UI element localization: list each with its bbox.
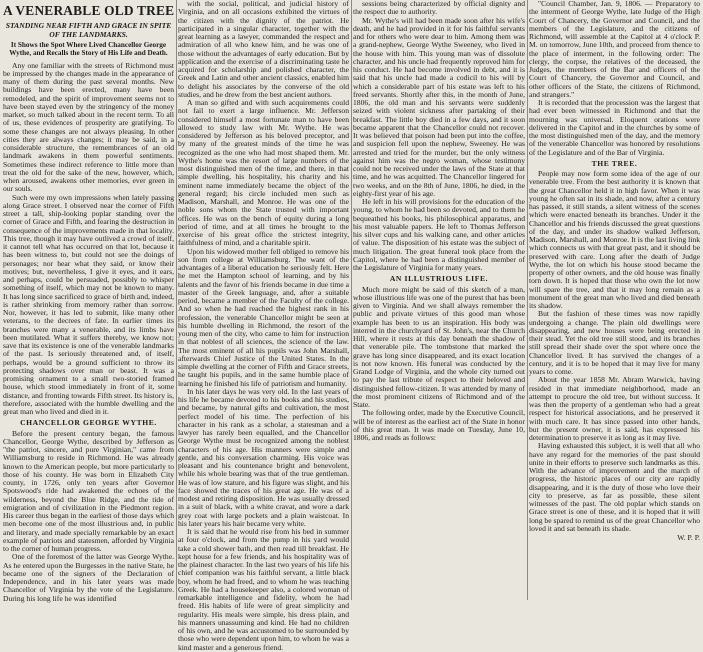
column-rule xyxy=(351,0,352,600)
paragraph: Having exhausted this subject, it is well that all who have any regard for the memories of the past should unite in their efforts to preserve such landmarks as this. With the advance of improvement and the march of progress, the historic places of our city are rapidly disappearing, and it is the duty of those who love their city to preserve, as far as possible, these silent witnesses of the past. The old poplar which stands on Grace street is one of these, and it is hoped that it will long be spared to remind us of the great Chancellor who loved it and sat beneath its shade. xyxy=(529,441,700,533)
paragraph: It is recorded that the procession was the largest that had ever been witnessed in Richmond and that the mourning was universal. Eloquent orations were delivered in the Capitol and in the churches by some of the most distinguished men of the day, and the memory of the venerable Chancellor was honored by resolutions of the Legislature and of the Bar of Virginia. xyxy=(529,98,700,157)
paragraph: A man so gifted and with such acquirements could not fail to exert a large influence. Mr. Jefferson considered himself a most fortunate man to have been allowed to study law with Mr. Wythe. He was considered by Jefferson as his beloved preceptor, and by many of the greatest minds of the time he was recognized as the one who had most shaped them. Mr. Wythe's home was the resort of large numbers of the most distinguished men of the time, and there, in that simple dwelling, his hospitality, his charity and his eminent name immediately became the object of the general regard; his circle included men such as Madison, Marshall, and Monroe. He was one of the noble sons whom the State trusted with important offices. He was on the bench of equity during a long period of time, and at all times he brought to the exercise of his great office the strictest integrity, faithfulness of mind, and a charitable spirit. xyxy=(178,98,349,248)
paragraph: Such were my own impressions when lately passing along Grace street. I observed near the corner of Fifth street a tall, ship-looking poplar standing over the corner of Grace and Fifth, and fearing the destruction in consequence of the improvements made in that locality. This tree, though it may have outlived a crowd of itself, it cannot tell what has occurred on that lot, because it has been witness to, but could not see the doings of personages; nor hear what they said, or know their motives; but, nevertheless, I give it eyes, and it ears, and perhaps, could be persuaded, possibly to whisper something of itself, which may not be known to many. It has long since sacrificed to grace of birth and, indeed, is rather shrinking from memory rather than sorrow. Nor, however, it has led to submit, like many other veterans, to the decrees of fate. In earlier times its branches were many a venerable, and its limbs have been mutilated. What it suffers thereby, we know not; save that its existence is one of the venerable landmarks of the past. Is seriously threatened and, of itself, perhaps, would be a ground sufficient to throw its protecting shadows over man or beast. It was a promising ornament to a small two-storied framed house, which stood immediately in front of it, some distance, and fronting towards Fifth street. Its history is, therefore, associated with the humble dwelling and the great man who lived and died in it. xyxy=(3,192,174,417)
paragraph: Upon his widowed mother fell obliged to remove his son from college at Williamsburg. The want of the advantages of a liberal education he seriously felt. Here he met the Hampton school of learning, and by his talents and the favor of his friends became in due time a master of the Greek language, and, after a suitable period, became a member of the Faculty of the college. And so when he had reached the highest rank in his profession, the venerable Chancellor might be seen at his humble dwelling in Richmond, the resort of the young men of the city, who came to him for instruction in that noblest of all sciences, the science of the law. The most eminent of all his pupils was John Marshall, afterwards Chief Justice of the United States. In the simple dwelling at the corner of Fifth and Grace streets, he taught his pupils, and in the same humble place of learning he finished his life of patriotism and humanity. xyxy=(178,246,349,388)
section-subhead: THE TREE. xyxy=(591,158,638,168)
article-headline: A VENERABLE OLD TREE xyxy=(3,3,175,18)
paragraph: It is said that he would rise from his bed in summer at four o'clock, and from the pump in his yard would take a cold shower bath, and then read till breakfast. He kept house for a few friends, and his hospitality was of the plainest character. In the last two years of his life his chief companion was his faithful servant, a little black boy, whom he had freed, and to whom he was teaching Greek. He had a housekeeper also, a colored woman of remarkable intelligence and fidelity, whom he had freed. His habits of life were of great simplicity and regularity. His meals were simple, his dress plain, and his manners unassuming and kind. He had no children of his own, and he was accustomed to be surrounded by those who were dependent upon him, to whom he was a kind master and a generous friend. xyxy=(178,527,349,652)
column-4 xyxy=(529,0,700,600)
paragraph: The following order, made by the Executive Council, will be of interest as the earliest act of the State in honor of this great man. It was made on Tuesday, June 10, 1806, and reads as follows: xyxy=(353,408,525,442)
paragraph: Mr. Wythe's will had been made soon after his wife's death, and he had provided in it for his faithful servants and for others who were dear to him. Among them was a grand-nephew, George Wythe Sweeney, who lived in the house with him. This young man was of dissolute character, and his uncle had frequently reproved him for his conduct. He had become involved in debt, and it is said that his uncle had made a codicil to his will by which a considerable part of his estate was left to his freed servants. Shortly after this, in the month of June, 1806, the old man and his servants were suddenly seized with violent sickness after partaking of their breakfast. The little boy died in a few days, and it soon became apparent that the Chancellor could not recover. It was believed that poison had been put into the coffee, and suspicion fell upon the nephew, Sweeney. He was arrested and tried for the murder, but the only witness against him was the negro woman, whose testimony could not be received under the laws of the State at that time, and he was acquitted. The Chancellor lingered for two weeks, and on the 8th of June, 1806, he died, in the eighty-first year of his age. xyxy=(353,15,525,198)
paragraph: Before the present century began, the famous Chancellor, George Wythe, described by Jefferson as "the patriot, sincere, and pure Virginian," came from Williamsburg to reside in Richmond. He was already known to the American people, but more particularly to those of his county. He was born in Elizabeth City county, in 1726, only ten years after Governor Spotswood's ride had awakened the echoes of the wilderness, beyond the Blue Ridge, and the tide of emigration and of civilization in the Piedmont region. His career thus began in the earliest of those days which men become one of the most illustrious and, in public and literary, and made specially remarkable by an exact example of patriots and statesmen, afforded by Virginia to the corner of human progress. xyxy=(3,428,174,554)
paragraph: People may now form some idea of the age of our venerable tree. From the best authority it is known that the great Chancellor held it in high favor. When it was young he often sat in its shade, and now, after a century has passed, it still stands, a silent witness of the scenes which were enacted beneath its branches. Under it the Chancellor and his friends discussed the great questions of the day, and under its shadow walked Jefferson, Madison, Marshall, and Monroe. It is the last living link which connects us with that great past, and it should be preserved with care. Long after the death of Judge Wythe, the lot on which his house stood became the property of other owners, and the old house was finally torn down. It is hoped that those who own the lot now will spare the tree, and that it may long remain as a monument of the great man who lived and died beneath its shadow. xyxy=(529,169,700,310)
column-2 xyxy=(178,0,349,652)
column-rule xyxy=(176,0,177,600)
paragraph: One of the foremost of the latter was George Wythe. As he entered upon the Burgesses in the native State, he became one of the signers of the Declaration of Independence, and in his later years was made Chancellor of Virginia by the vote of the Legislature. During his long life he was identified xyxy=(3,552,174,603)
paragraph: sessions being characterized by official dignity and the respect due to authority. xyxy=(353,0,525,17)
column-3 xyxy=(353,0,525,600)
paragraph: In his later days he was very old. In the last years of his life he became devoted to his books and his studies, and became, by natural gifts and cultivation, the most perfect model of his time. The perfection of his character in his rank as a scholar, a statesman and a lawyer has rarely been equalled, and the Chancellor George Wythe must be recognized among the noblest characters of his age. His manners were simple and gentle, and his conversation charming. His voice was pleasant and his countenance bright and benevolent, while his whole bearing was that of the true gentleman. He was of low stature, and his figure was slight, and his face showed the traces of his great age. He was of a modest and retiring disposition. He was usually dressed in a suit of black, with a white cravat, and wore a dark grey coat with large pockets and a plain waistcoat. In his later years his hair became very white. xyxy=(178,386,349,528)
column-rule xyxy=(527,0,528,600)
article-subdeck: It Shows the Spot Where Lived Chancellor George Wythe, and Recalls the Story of His Life and Death. xyxy=(9,41,168,58)
paragraph: Any one familiar with the streets of Richmond must be impressed by the changes made in the appearance of many of them during the past several months. New buildings have been erected, many have been remodeled, and the spirit of improvement seems not to have been stayed even by the stringency of the money market, so much talked about in the recent term. To all of us, these evidences of prosperity are gratifying. To some these changes are not always pleasing. In other cities they are always changes; it may be said, in a considerable structure, the remembrances of an old landmark awakens in them powerful sentiments. Sometimes these indirect reference to little more than treat the old for the sake of the new, however, which, when aroused, awakens other memories, ever green in our souls. xyxy=(3,60,174,194)
paragraph: But the fashion of these times was now rapidly undergoing a change. The plain old dwellings were disappearing, and new houses were being erected in their stead. Yet the old tree still stood, and its branches still spread their shade over the spot where once the Chancellor lived. It has survived the changes of a century, and it is to be hoped that it may live for many years to come. xyxy=(529,309,700,376)
paragraph: "Council Chamber, Jan. 9, 1806. — Preparatory to the interment of George Wythe, late Judge of the High Court of Chancery, the Governor and Council, and the members of the Legislature, and the citizens of Richmond, will assemble at the Capitol at 4 o'clock P. M. on tomorrow, June 10th, and proceed from thence to the place of interment, in the following order: The clergy, the corpse, the relatives of the deceased, the Judges, the members of the Bar and officers of the Court of Chancery, the Governor and Council, and other officers of the State, the citizens of Richmond, and strangers." xyxy=(529,0,700,99)
author-signature: W. P. P. xyxy=(677,533,700,542)
paragraph: He left in his will provisions for the education of the young, to whom he had been so devoted, and to them he bequeathed his books, his philosophical apparatus, and his most valuable papers. He left to Thomas Jefferson his silver cups and his walking cane, and other articles of value. The disposition of his estate was the subject of much litigation. The great funeral took place from the Capitol, where he had been a distinguished member of the Legislature of Virginia for many years. xyxy=(353,197,525,272)
column-1 xyxy=(3,0,175,603)
article-deck: STANDING NEAR FIFTH AND GRACE IN SPITE OF THE LANDMARKS. xyxy=(5,21,172,39)
paragraph: About the year 1858 Mr. Abram Warwick, having resided in that immediate neighborhood, made an attempt to procure the old tree, but without success. It was then the property of a gentleman who had a great respect for historical associations, and he preserved it with much care. It has since passed into other hands, but the present owner, it is said, has expressed his determination to preserve it as long as it may live. xyxy=(529,375,700,442)
paragraph: Much more might be said of this sketch of a man, whose illustrious life was one of the purest that has been given to Virginia. And we shall always remember the public and private virtues of this good man whose example has been to us an inspiration. His body was interred in the churchyard of St. John's, near the Church Hill, where it rests at this day beneath the shadow of that venerable pile. The tombstone that marked the grave has long since disappeared, and its exact location is not now known. His funeral was conducted by the Grand Lodge of Virginia, and the whole city turned out to pay the last tribute of respect to their beloved and distinguished fellow-citizen. It was attended by many of the most prominent citizens of Richmond and of the State. xyxy=(353,284,525,409)
section-subhead: AN ILLUSTRIOUS LIFE. xyxy=(389,274,489,284)
paragraph: with the social, political, and judicial history of Virginia, and on all occasions exhibited the virtues of the citizen with the dignity of the patriot. He participated in a singular character, together with the great learning as a lawyer, commanded the respect and admiration of all who knew him, and he was one of those without the advantages of early education. But by application and the exercise of a discriminating taste he acquired for scholarship and polished character, the Greek and Latin and other ancient classics, enabled him to delight his associates by the converse of the old studies, and he drew from the best ancient authors. xyxy=(178,0,349,99)
section-subhead: CHANCELLOR GEORGE WYTHE. xyxy=(20,418,157,428)
